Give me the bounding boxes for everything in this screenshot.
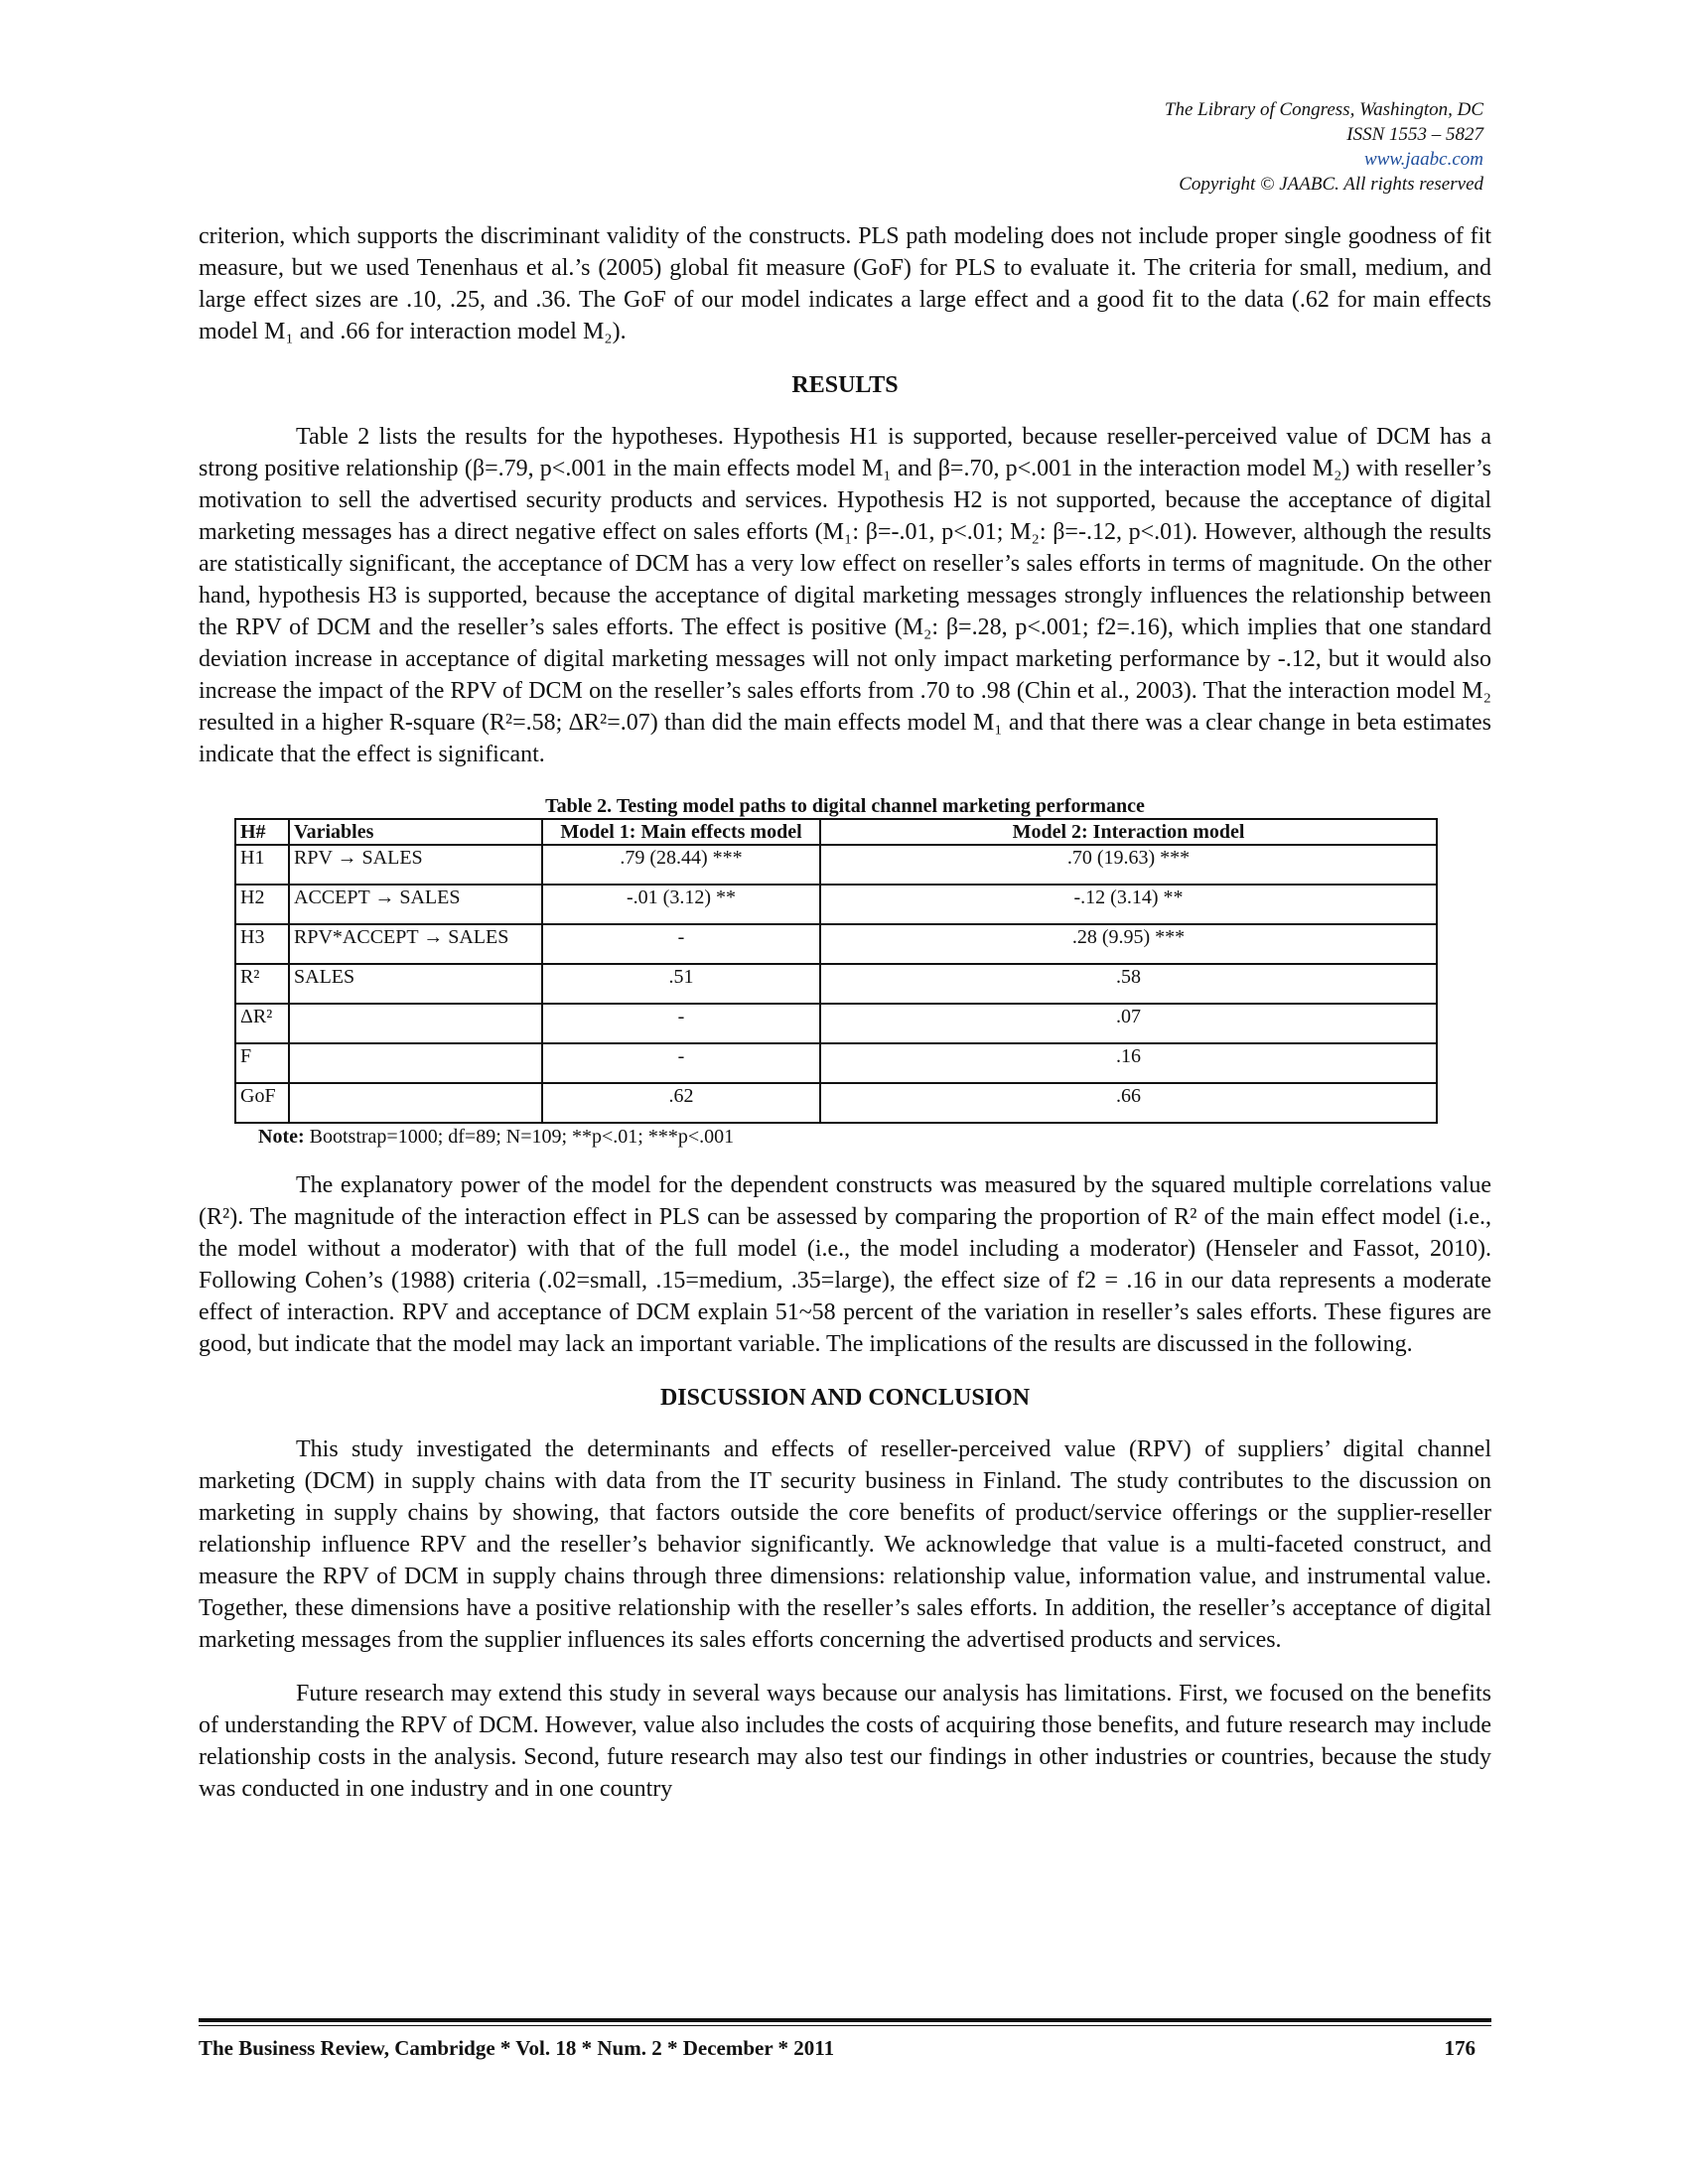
col-header-model1: Model 1: Main effects model <box>542 819 820 845</box>
cell-model2: .07 <box>820 1004 1437 1043</box>
table-row <box>235 964 1437 1004</box>
cell-model2: .70 (19.63) *** <box>820 845 1437 885</box>
header-issn: ISSN 1553 – 5827 <box>1346 124 1483 145</box>
cell-model1: -.01 (3.12) ** <box>542 885 820 924</box>
table-row <box>235 1083 1437 1123</box>
cell-hypothesis: H1 <box>235 845 289 885</box>
table-note-label: Note: <box>258 1126 305 1148</box>
table-note-text: Bootstrap=1000; df=89; N=109; **p<.01; ***p<.001 <box>304 1126 735 1148</box>
results-table <box>234 818 1438 1124</box>
col-header-hypothesis: H# <box>235 819 289 845</box>
paragraph-gof: criterion, which supports the discriminant validity of the constructs. PLS path modeling does not include proper single goodness of fit measure, but we used Tenenhaus et al.’s (2005) global fit measure (GoF) for PLS to evaluate it. The criteria for small, medium, and large effect sizes are .10, .25, and .36. The GoF of our model indicates a large effect and a good fit to the data (.62 for main effects model M₁ and .66 for interaction model M₂). <box>199 223 1491 344</box>
section-heading-discussion: DISCUSSION AND CONCLUSION <box>659 1385 1031 1411</box>
cell-model1: .79 (28.44) *** <box>542 845 820 885</box>
footer-rule-thin <box>199 2025 1491 2026</box>
cell-hypothesis: GoF <box>235 1083 289 1123</box>
cell-variables: ACCEPT → SALES <box>289 885 542 924</box>
cell-hypothesis: R² <box>235 964 289 1004</box>
cell-model2: .28 (9.95) *** <box>820 924 1437 964</box>
cell-model2: .16 <box>820 1043 1437 1083</box>
table-caption: Table 2. Testing model paths to digital channel marketing performance <box>545 795 1145 817</box>
cell-model1: - <box>542 1004 820 1043</box>
cell-model1: - <box>542 924 820 964</box>
table-row <box>235 845 1437 885</box>
cell-model1: .62 <box>542 1083 820 1123</box>
cell-variables <box>289 1004 542 1043</box>
paragraph-discussion: This study investigated the determinants and effects of reseller-perceived value (RPV) of suppliers’ digital channel marketing (DCM) in supply chains with data from the IT security business in Finland. The study contributes to the discussion on marketing in supply chains by showing, that factors outside the core benefits of product/service offerings or the supplier-reseller relationship influence RPV and the reseller’s behavior significantly. We acknowledge that value is a multi-faceted construct, and measure the RPV of DCM in supply chains through three dimensions: relationship value, information value, and instrumental value. Together, these dimensions have a positive relationship with the reseller’s sales efforts. In addition, the reseller’s acceptance of digital marketing messages from the supplier influences its sales efforts concerning the advertised products and services. <box>199 1436 1491 1653</box>
cell-variables: SALES <box>289 964 542 1004</box>
cell-variables: RPV*ACCEPT → SALES <box>289 924 542 964</box>
cell-model2: -.12 (3.14) ** <box>820 885 1437 924</box>
cell-model1: - <box>542 1043 820 1083</box>
paragraph-results: Table 2 lists the results for the hypotheses. Hypothesis H1 is supported, because reseller-perceived value of DCM has a strong positive relationship (β=.79, p<.001 in the main effects model M₁ and β=.70, p<.001 in the interaction model M₂) with reseller’s motivation to sell the advertised security products and services. Hypothesis H2 is not supported, because the acceptance of digital marketing messages has a direct negative effect on sales efforts (M₁: β=-.01, p<.01; M₂: β=-.12, p<.01). However, although the results are statistically significant, the acceptance of DCM has a very low effect on reseller’s sales efforts in terms of magnitude. On the other hand, hypothesis H3 is supported, because the acceptance of digital marketing messages strongly influences the relationship between the RPV of DCM and the reseller’s sales efforts. The effect is positive (M₂: β=.28, p<.001; f2=.16), which implies that one standard deviation increase in acceptance of digital marketing messages will not only impact marketing performance by -.12, but it would also increase the impact of the RPV of DCM on the reseller’s sales efforts from .70 to .98 (Chin et al., 2003). That the interaction model M₂ resulted in a higher R-square (R²=.58; ΔR²=.07) than did the main effects model M₁ and that there was a clear change in beta estimates indicate that the effect is significant. <box>199 424 1491 767</box>
table-row <box>235 885 1437 924</box>
paragraph-future-research: Future research may extend this study in several ways because our analysis has limitations. First, we focused on the benefits of understanding the RPV of DCM. However, value also includes the costs of acquiring those benefits, and future research may include relationship costs in the analysis. Second, future research may also test our findings in other industries or countries, because the study was conducted in one industry and in one country <box>199 1681 1491 1802</box>
table-row <box>235 924 1437 964</box>
table-row <box>235 1004 1437 1043</box>
cell-model2: .58 <box>820 964 1437 1004</box>
cell-hypothesis: F <box>235 1043 289 1083</box>
header-url[interactable]: www.jaabc.com <box>1364 149 1483 170</box>
cell-hypothesis: ΔR² <box>235 1004 289 1043</box>
table-note <box>258 1124 1491 1150</box>
cell-hypothesis: H3 <box>235 924 289 964</box>
header-copyright: Copyright © JAABC. All rights reserved <box>1179 174 1483 195</box>
cell-model1: .51 <box>542 964 820 1004</box>
article-body <box>199 220 1491 1805</box>
cell-variables <box>289 1083 542 1123</box>
footer-journal: The Business Review, Cambridge * Vol. 18 * Num. 2 * December * 2011 <box>199 2036 835 2060</box>
col-header-variables: Variables <box>289 819 542 845</box>
cell-variables <box>289 1043 542 1083</box>
col-header-model2: Model 2: Interaction model <box>820 819 1437 845</box>
table-header-row <box>235 819 1437 845</box>
page-footer <box>199 2018 1491 2061</box>
header-library: The Library of Congress, Washington, DC <box>1164 99 1483 120</box>
table-row <box>235 1043 1437 1083</box>
paragraph-explanatory-power: The explanatory power of the model for the dependent constructs was measured by the squared multiple correlations value (R²). The magnitude of the interaction effect in PLS can be assessed by comparing the proportion of R² of the main effect model (i.e., the model without a moderator) with that of the full model (i.e., the model including a moderator) (Henseler and Fassot, 2010). Following Cohen’s (1988) criteria (.02=small, .15=medium, .35=large), the effect size of f2 = .16 in our data represents a moderate effect of interaction. RPV and acceptance of DCM explain 51~58 percent of the variation in reseller’s sales efforts. These figures are good, but indicate that the model may lack an important variable. The implications of the results are discussed in the following. <box>199 1172 1491 1357</box>
page-number: 176 <box>1444 2036 1476 2060</box>
cell-variables: RPV → SALES <box>289 845 542 885</box>
running-header <box>1165 97 1483 197</box>
cell-model2: .66 <box>820 1083 1437 1123</box>
cell-hypothesis: H2 <box>235 885 289 924</box>
section-heading-results: RESULTS <box>791 372 899 398</box>
footer-rule <box>199 2018 1491 2022</box>
